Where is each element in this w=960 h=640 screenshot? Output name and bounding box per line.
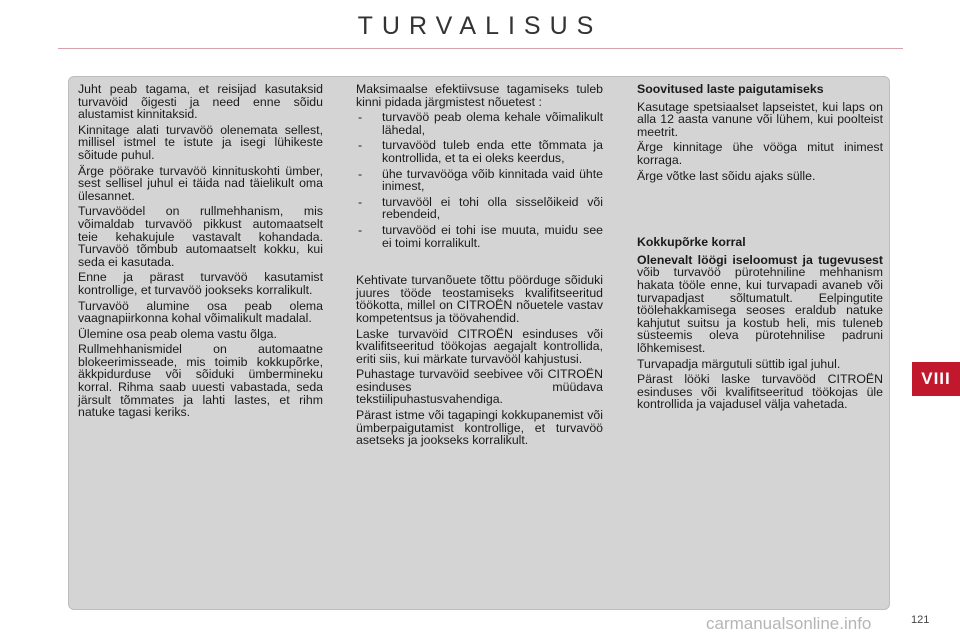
paragraph: Ärge pöörake turvavöö kinnituskohti ümber, sest sellisel juhul ei täida nad täielikult oma ülesannet. (78, 163, 323, 203)
list-item: - ühe turvavööga võib kinnitada vaid ühte inimest, (356, 168, 603, 193)
paragraph: Puhastage turvavöid seebivee või CITROËN esinduses müüdava tekstiilipuhastusvahendiga. (356, 367, 603, 407)
paragraph: Pärast istme või tagapingi kokkupanemist või ümberpaigutamist kontrollige, et turvavöö asetseks ja jookseks korralikult. (356, 408, 603, 448)
paragraph: Kinnitage alati turvavöö olenemata sellest, millisel istmel te istute ja isegi lühikeste sõitude puhul. (78, 122, 323, 162)
paragraph-pyrotechnic (637, 254, 883, 355)
list-item: - turvavöö peab olema kehale võimalikult lähedal, (356, 111, 603, 136)
paragraph: Kasutage spetsiaalset lapseistet, kui laps on alla 12 aasta vanune või lühem, kui poolteist meetrit. (637, 99, 883, 139)
paragraph: Pärast lööki laske turvavööd CITROËN esinduses või kvalifitseeritud töökojas üle kontrollida ja vajadusel välja vahetada. (637, 372, 883, 412)
requirements-list (356, 111, 603, 249)
paragraph: Rullmehhanismidel on automaatne blokeerimisseade, mis toimib kokkupõrke, äkkpidurduse või sõiduki ümbermineku korral. Rihma saab uuesti vabastada, seda järsult tõmmates ja lahti lastes, et rihm natuke tagasi keriks. (78, 342, 323, 420)
paragraph: Kehtivate turvanõuete tõttu pöörduge sõiduki juures tööde teostamiseks kvalifitseeritud töökotta, millel on CITROËN nõuetele vastav kompetentsus ja töövahendid. (356, 273, 603, 325)
paragraph-intro: Maksimaalse efektiivsuse tagamiseks tuleb kinni pidada järgmistest nõuetest : (356, 82, 603, 109)
paragraph: Turvavöödel on rullmehhanism, mis võimaldab turvavöö pikkust automaatselt teie kehakujule vastavalt kohandada. Turvavöö tõmbub automaatselt kokku, kui seda ei kasutada. (78, 204, 323, 269)
page-title: TURVALISUS (357, 12, 603, 40)
section-heading-children: Soovitused laste paigutamiseks (637, 82, 824, 96)
paragraph: Turvavöö alumine osa peab olema vaagnapiirkonna kohal võimalikult madalal. (78, 298, 323, 326)
paragraph: Ärge kinnitage ühe vööga mitut inimest korraga. (637, 140, 883, 167)
page-number: 121 (911, 614, 930, 626)
column-effectiveness (356, 83, 603, 450)
title-divider (58, 48, 903, 49)
paragraph: Ülemine osa peab olema vastu õlga. (78, 326, 277, 341)
watermark: carmanualsonline.info (706, 614, 872, 633)
paragraph: Enne ja pärast turvavöö kasutamist kontrollige, et turvavöö jookseks korralikult. (78, 270, 323, 297)
lead-rest: võib turvavöö pürotehniline mehhanism hakata tööle enne, kui turvapadi avaneb või turvapadjast sõltumatult. Eelpingutite töölehakkamisega seoses eraldub natuke kahjutut suitsu ja kostub heli, mis tuleneb süsteemis oleva pürotehnilise padruni lõhkemisest. (637, 265, 883, 355)
paragraph: Ärge võtke last sõidu ajaks sülle. (637, 168, 816, 183)
list-item: - turvavööd tuleb enda ette tõmmata ja kontrollida, et ta ei oleks keerdus, (356, 139, 603, 164)
section-heading-collision: Kokkupõrke korral (637, 235, 746, 250)
maintenance-block (356, 274, 603, 447)
column-children-collision (637, 83, 883, 414)
paragraph: Juht peab tagama, et reisijad kasutaksid turvavöid õigesti ja need enne sõidu alustamist kinnitaksid. (78, 82, 323, 122)
paragraph: Laske turvavöid CITROËN esinduses või kvalifitseeritud töökojas aegajalt kontrollida, eriti siis, kui märkate turvavööl kahjustusi. (356, 326, 603, 366)
paragraph: Turvapadja märgutuli süttib igal juhul. (637, 356, 841, 371)
column-seatbelt-general (78, 83, 323, 422)
list-item: - turvavööd ei tohi ise muuta, muidu see ei toimi korralikult. (356, 224, 603, 249)
bold-lead: Olenevalt löögi iseloomust ja tugevusest (637, 252, 883, 267)
list-item: - turvavööl ei tohi olla sisselõikeid või rebendeid, (356, 196, 603, 221)
chapter-tab: VIII (912, 362, 960, 396)
